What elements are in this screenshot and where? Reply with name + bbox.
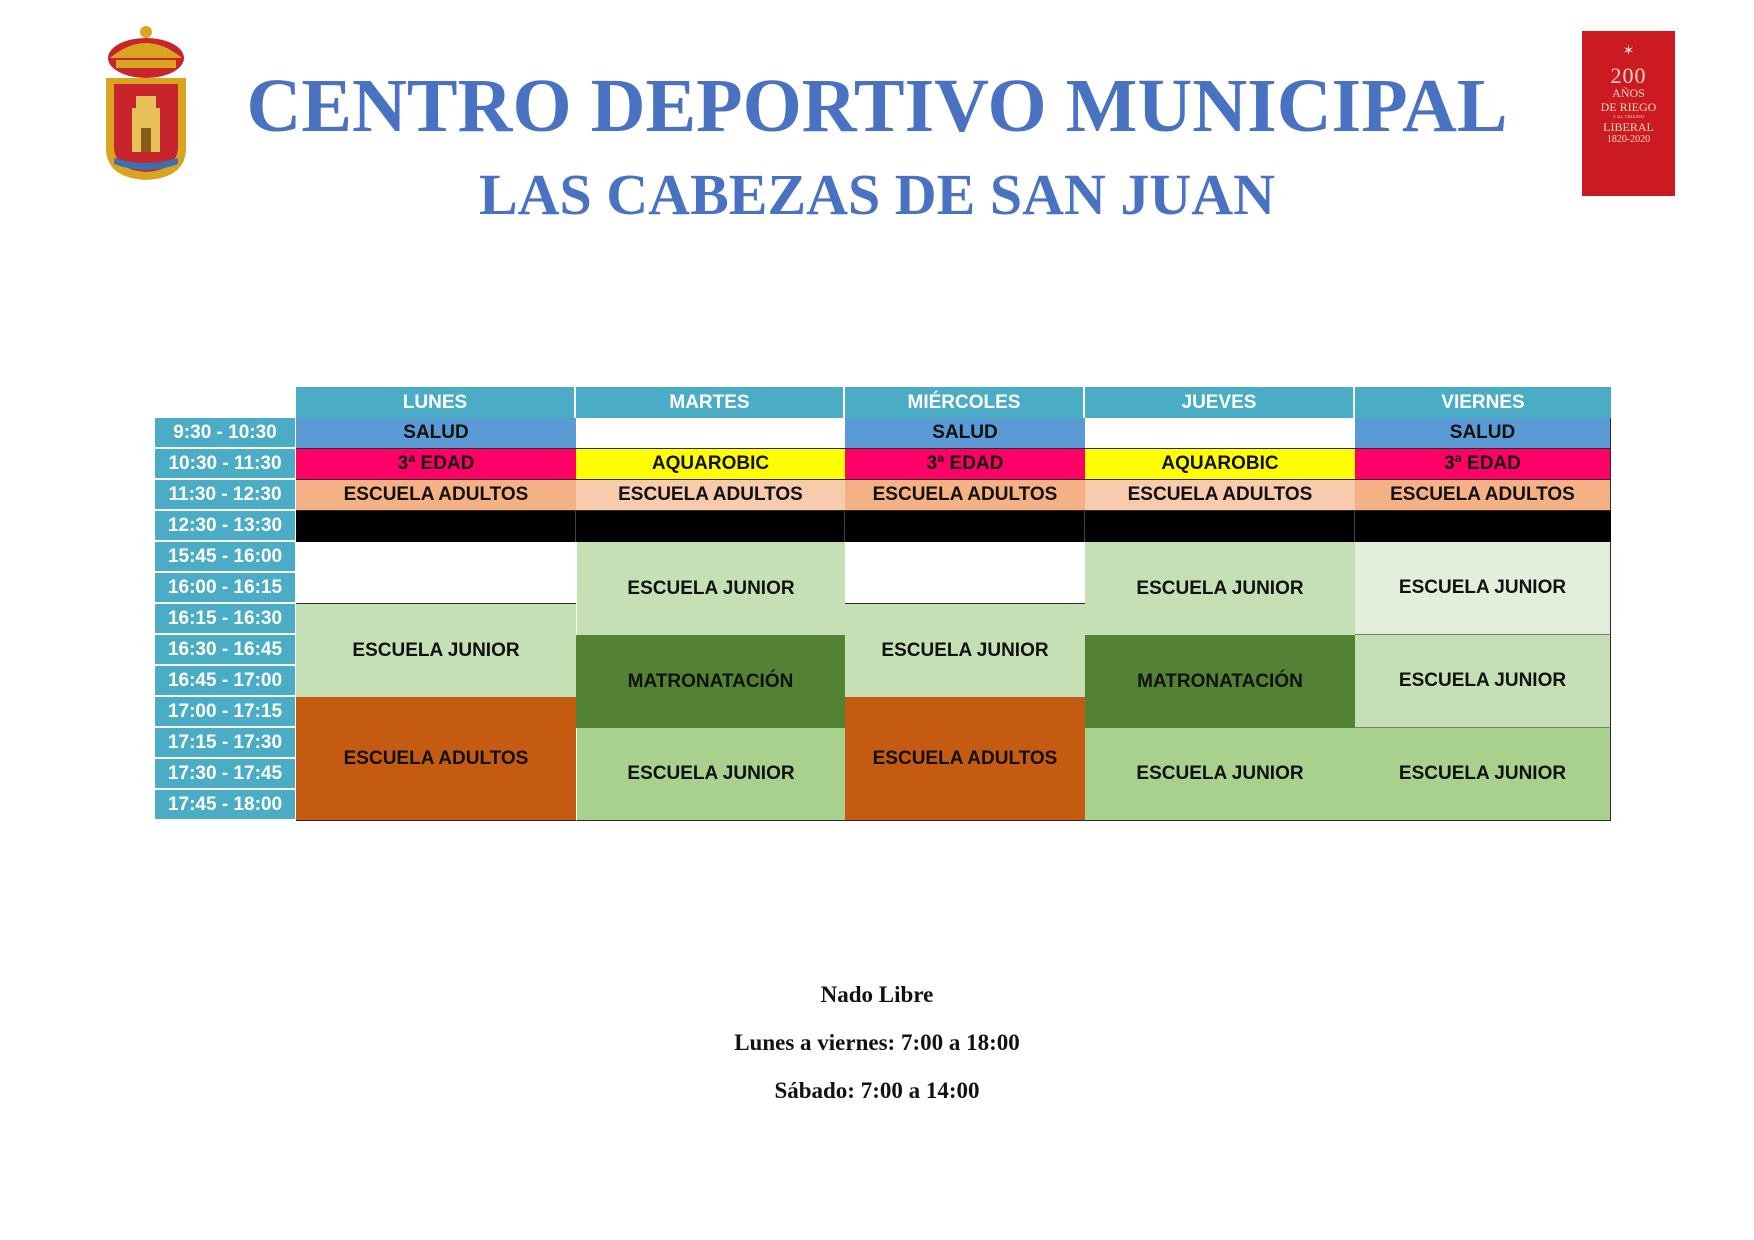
activity-escuela-junior: ESCUELA JUNIOR	[1085, 728, 1355, 821]
closed-slot	[845, 511, 1085, 542]
time-slot-label: 17:15 - 17:30	[155, 728, 295, 759]
time-slot-label: 17:30 - 17:45	[155, 759, 295, 790]
activity-3a-edad: 3ª EDAD	[845, 449, 1085, 480]
activity-3a-edad: 3ª EDAD	[1355, 449, 1611, 480]
anniversary-line: Y EL TRIENIO	[1612, 114, 1645, 120]
activity-escuela-junior: ESCUELA JUNIOR	[576, 728, 845, 821]
weekday-hours: Lunes a viernes: 7:00 a 18:00	[734, 1030, 1020, 1055]
activity-escuela-junior: ESCUELA JUNIOR	[1355, 635, 1611, 728]
anniversary-line: DE RIEGO	[1600, 99, 1657, 114]
time-slot-label: 16:15 - 16:30	[155, 604, 295, 635]
sunburst-icon: ✶	[1622, 44, 1635, 59]
activity-escuela-junior: ESCUELA JUNIOR	[296, 604, 576, 697]
day-header-miercoles: MIÉRCOLES	[845, 387, 1085, 418]
time-slot-label: 17:00 - 17:15	[155, 697, 295, 728]
activity-matronatacion: MATRONATACIÓN	[1085, 635, 1355, 728]
coat-of-arms-icon	[96, 18, 196, 183]
activity-escuela-adultos: ESCUELA ADULTOS	[576, 480, 845, 511]
activity-escuela-adultos: ESCUELA ADULTOS	[1355, 480, 1611, 511]
closed-slot	[1085, 511, 1355, 542]
day-header-viernes: VIERNES	[1355, 387, 1611, 418]
activity-matronatacion: MATRONATACIÓN	[576, 635, 845, 728]
anniversary-line: LIBERAL	[1603, 119, 1654, 134]
anniversary-number: 200	[1610, 63, 1647, 88]
empty-slot	[296, 542, 576, 604]
page-title: CENTRO DEPORTIVO MUNICIPAL	[246, 64, 1508, 148]
time-slot-label: 16:00 - 16:15	[155, 573, 295, 604]
activity-salud: SALUD	[1355, 418, 1611, 449]
time-slot-label: 16:30 - 16:45	[155, 635, 295, 666]
activity-escuela-junior: ESCUELA JUNIOR	[1085, 542, 1355, 635]
day-header-martes: MARTES	[576, 387, 845, 418]
empty-slot	[1085, 418, 1355, 449]
empty-slot	[576, 418, 845, 449]
activity-escuela-adultos: ESCUELA ADULTOS	[845, 697, 1085, 821]
anniversary-logo	[1582, 31, 1675, 196]
time-slot-label: 9:30 - 10:30	[155, 418, 295, 449]
activity-escuela-adultos: ESCUELA ADULTOS	[296, 480, 576, 511]
empty-slot	[845, 542, 1085, 604]
activity-escuela-junior: ESCUELA JUNIOR	[845, 604, 1085, 697]
closed-slot	[576, 511, 845, 542]
free-swim-title: Nado Libre	[820, 982, 934, 1007]
anniversary-line: 1820-2020	[1606, 134, 1651, 146]
day-header-lunes: LUNES	[296, 387, 576, 418]
time-slot-label: 17:45 - 18:00	[155, 790, 295, 821]
time-slot-label: 12:30 - 13:30	[155, 511, 295, 542]
activity-escuela-junior: ESCUELA JUNIOR	[576, 542, 845, 635]
activity-salud: SALUD	[296, 418, 576, 449]
saturday-hours: Sábado: 7:00 a 14:00	[774, 1078, 980, 1103]
anniversary-line: AÑOS	[1612, 86, 1645, 100]
time-slot-label: 15:45 - 16:00	[155, 542, 295, 573]
activity-escuela-adultos: ESCUELA ADULTOS	[1085, 480, 1355, 511]
activity-escuela-junior: ESCUELA JUNIOR	[1355, 542, 1611, 635]
page-subtitle: LAS CABEZAS DE SAN JUAN	[478, 162, 1276, 227]
activity-salud: SALUD	[845, 418, 1085, 449]
activity-aquarobic: AQUAROBIC	[576, 449, 845, 480]
closed-slot	[296, 511, 576, 542]
day-header-jueves: JUEVES	[1085, 387, 1355, 418]
closed-slot	[1355, 511, 1611, 542]
activity-aquarobic: AQUAROBIC	[1085, 449, 1355, 480]
time-slot-label: 11:30 - 12:30	[155, 480, 295, 511]
time-slot-label: 10:30 - 11:30	[155, 449, 295, 480]
activity-escuela-adultos: ESCUELA ADULTOS	[845, 480, 1085, 511]
activity-escuela-adultos: ESCUELA ADULTOS	[296, 697, 576, 821]
activity-escuela-junior: ESCUELA JUNIOR	[1355, 728, 1611, 821]
time-slot-label: 16:45 - 17:00	[155, 666, 295, 697]
activity-3a-edad: 3ª EDAD	[296, 449, 576, 480]
